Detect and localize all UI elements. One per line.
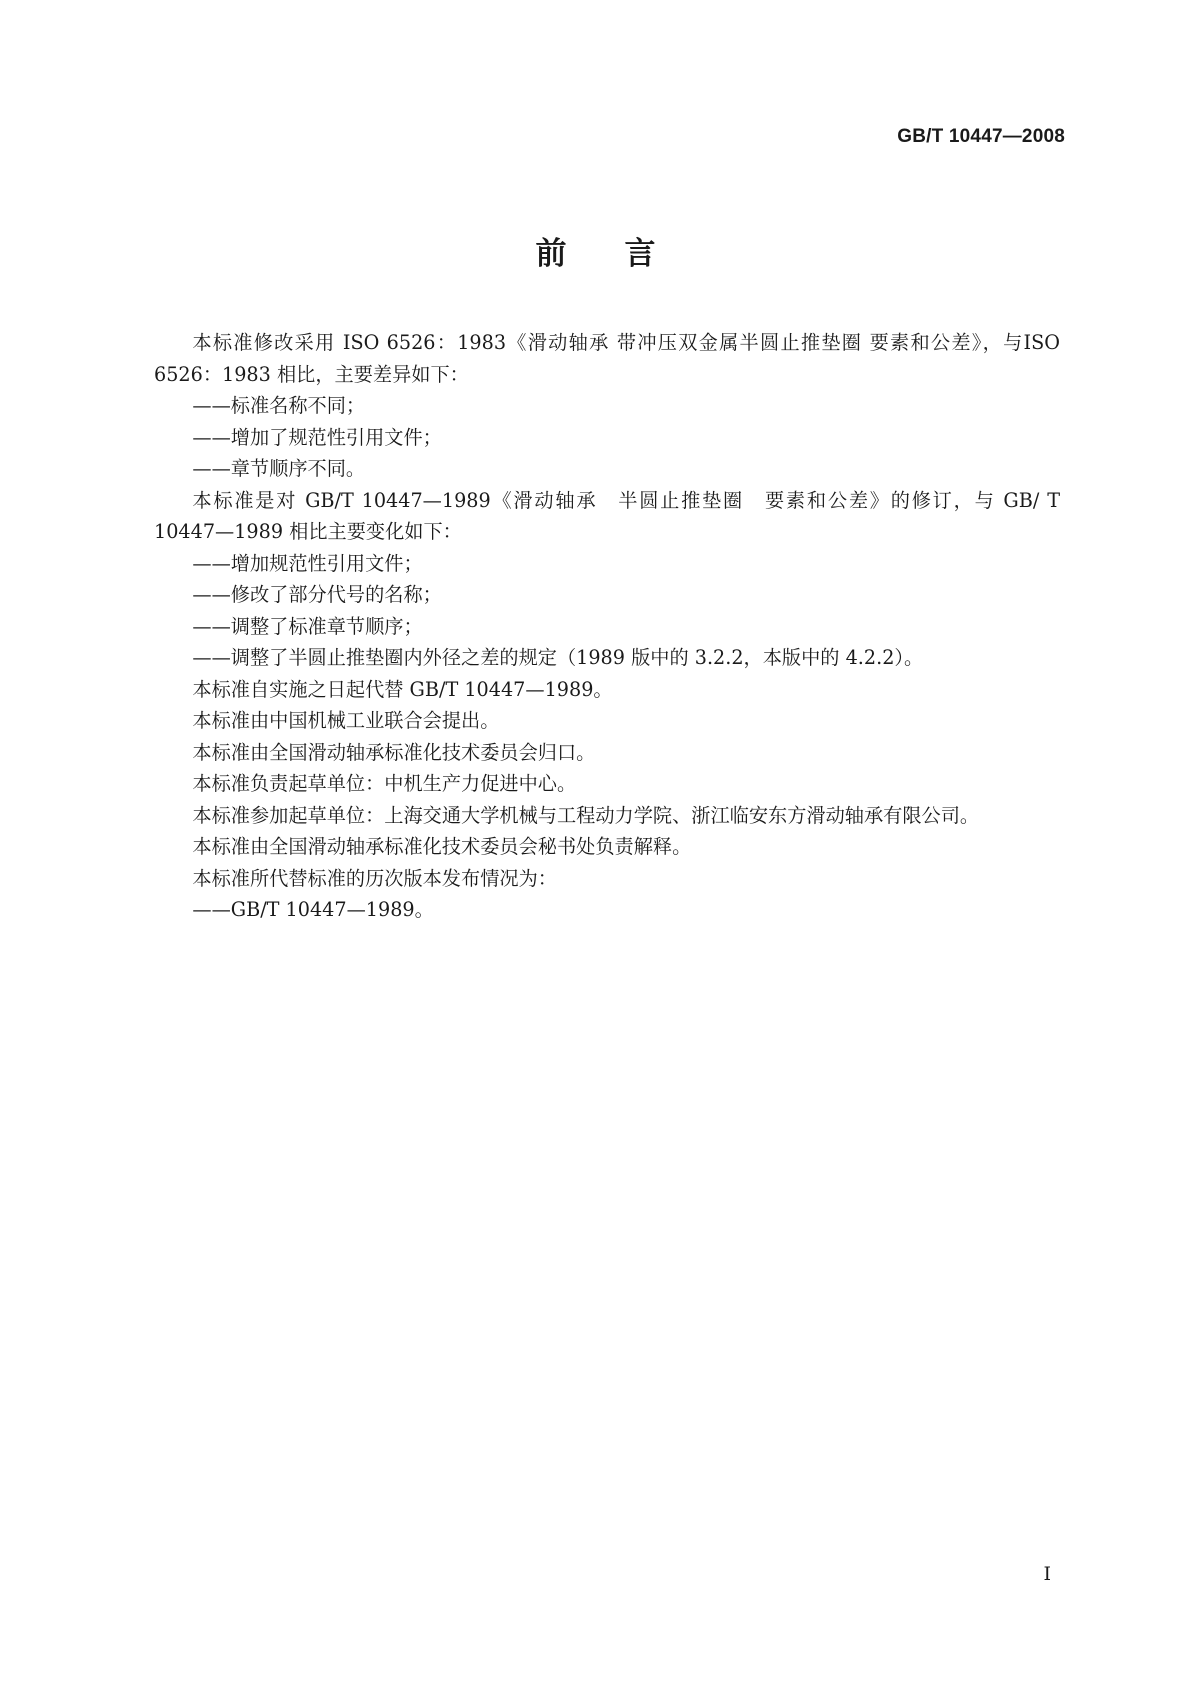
list-item-difference: ——章节顺序不同。 xyxy=(192,457,366,480)
list-item-change: ——调整了半圆止推垫圈内外径之差的规定（1989 版中的 3.2.2，本版中的 4.2.2）。 xyxy=(192,646,924,669)
paragraph-drafting-unit: 本标准负责起草单位：中机生产力促进中心。 xyxy=(192,772,577,795)
paragraph-centralized-by: 本标准由全国滑动轴承标准化技术委员会归口。 xyxy=(192,740,596,764)
page-number: Ⅰ xyxy=(1043,1563,1051,1585)
paragraph-participating-units: 本标准参加起草单位：上海交通大学机械与工程动力学院、浙江临安东方滑动轴承有限公司。 xyxy=(192,803,980,827)
paragraph-interpretation: 本标准由全国滑动轴承标准化技术委员会秘书处负责解释。 xyxy=(192,835,692,858)
list-item-change: ——修改了部分代号的名称； xyxy=(192,583,442,606)
paragraph-history-intro: 本标准所代替标准的历次版本发布情况为： xyxy=(192,866,557,890)
paragraph-adoption: 本标准修改采用 ISO 6526：1983《滑动轴承 带冲压双金属半圆止推垫圈 要素和公差》，与ISO 6526：1983 相比，主要差异如下： xyxy=(154,331,1060,386)
list-item-history: ——GB/T 10447—1989。 xyxy=(192,898,434,921)
foreword-body xyxy=(154,327,1060,926)
page-title: 前言 xyxy=(535,236,714,272)
list-item-change: ——增加规范性引用文件； xyxy=(192,551,423,575)
list-item-change: ——调整了标准章节顺序； xyxy=(192,614,423,638)
standard-code-header: GB/T 10447—2008 xyxy=(897,126,1065,147)
paragraph-replaces: 本标准自实施之日起代替 GB/T 10447—1989。 xyxy=(192,677,613,701)
list-item-difference: ——增加了规范性引用文件； xyxy=(192,425,442,449)
paragraph-proposed-by: 本标准由中国机械工业联合会提出。 xyxy=(192,709,500,732)
paragraph-revision: 本标准是对 GB/T 10447—1989《滑动轴承 半圆止推垫圈 要素和公差》的修订，与 GB/ T 10447—1989 相比主要变化如下： xyxy=(154,488,1060,543)
list-item-difference: ——标准名称不同； xyxy=(192,394,366,417)
